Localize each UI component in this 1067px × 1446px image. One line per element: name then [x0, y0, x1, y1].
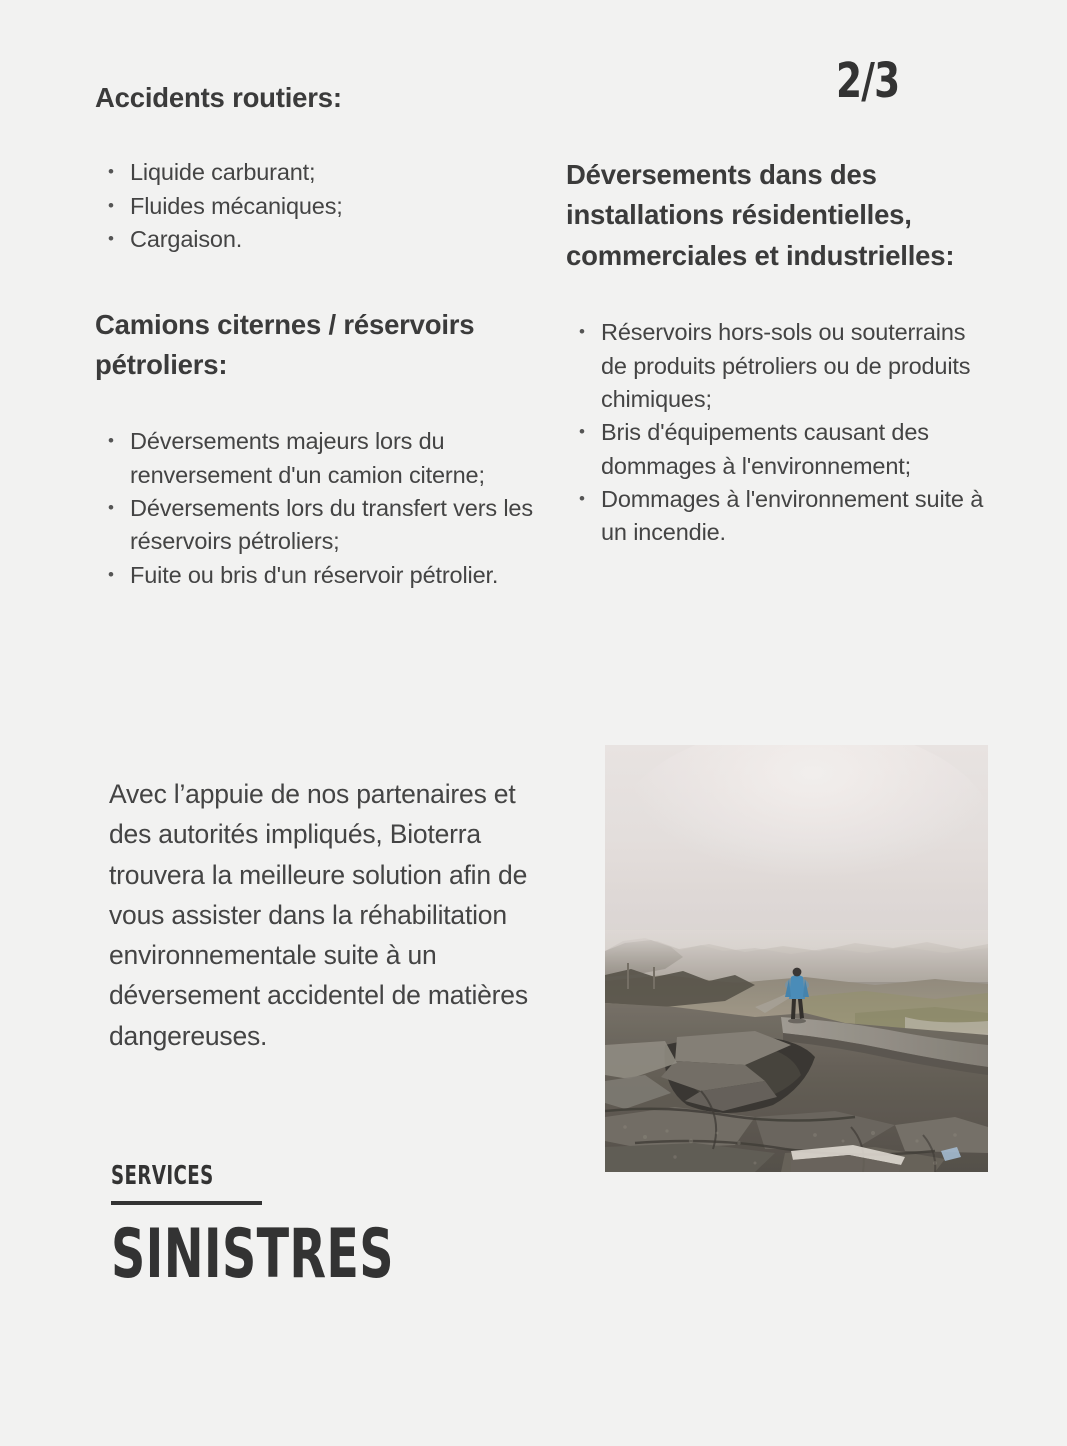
left-column [95, 78, 565, 592]
footer-eyebrow: SERVICES [111, 1161, 214, 1191]
spacer [95, 257, 565, 305]
list-item: • Réservoirs hors-sols ou souterrains de produits pétroliers ou de produits chimiques; [566, 316, 991, 416]
list-item: • Bris d'équipements causant des dommages à l'environnement; [566, 416, 991, 483]
list-item: • Dommages à l'environnement suite à un incendie. [566, 483, 991, 550]
heading-deversements-installations: Déversements dans des installations résidentielles, commerciales et industrielles: [566, 159, 955, 271]
page-number: 2/3 [836, 53, 900, 109]
spacer [95, 118, 565, 156]
footer-title: SINISTRES [111, 1215, 394, 1294]
photo-illustration [605, 745, 988, 1172]
list-deversements-installations [566, 316, 991, 550]
list-item: • Déversements majeurs lors du renversement d'un camion citerne; [95, 425, 565, 492]
footer-divider [111, 1201, 262, 1205]
heading-camions-citernes: Camions citernes / réservoirs pétroliers: [95, 308, 475, 380]
footer-lockup [111, 1161, 515, 1294]
list-item: • Déversements lors du transfert vers les réservoirs pétroliers; [95, 492, 565, 559]
list-accidents-routiers [95, 156, 565, 256]
list-item: • Cargaison. [95, 223, 565, 256]
photo-collapsed-road [605, 745, 988, 1172]
list-item: • Liquide carburant; [95, 156, 565, 189]
list-item: • Fluides mécaniques; [95, 190, 565, 223]
spacer [95, 385, 565, 425]
right-column [566, 155, 991, 550]
closing-paragraph: Avec l’appuie de nos partenaires et des autorités impliqués, Bioterra trouvera la meilleure solution afin de vous assister dans la réhabilitation environnementale suite à un déversement accidentel de matières dangereuses. [109, 779, 528, 1051]
heading-accidents-routiers: Accidents routiers: [95, 82, 342, 113]
list-item: • Fuite ou bris d'un réservoir pétrolier. [95, 559, 565, 592]
spacer [566, 276, 991, 316]
list-camions-citernes [95, 425, 565, 592]
